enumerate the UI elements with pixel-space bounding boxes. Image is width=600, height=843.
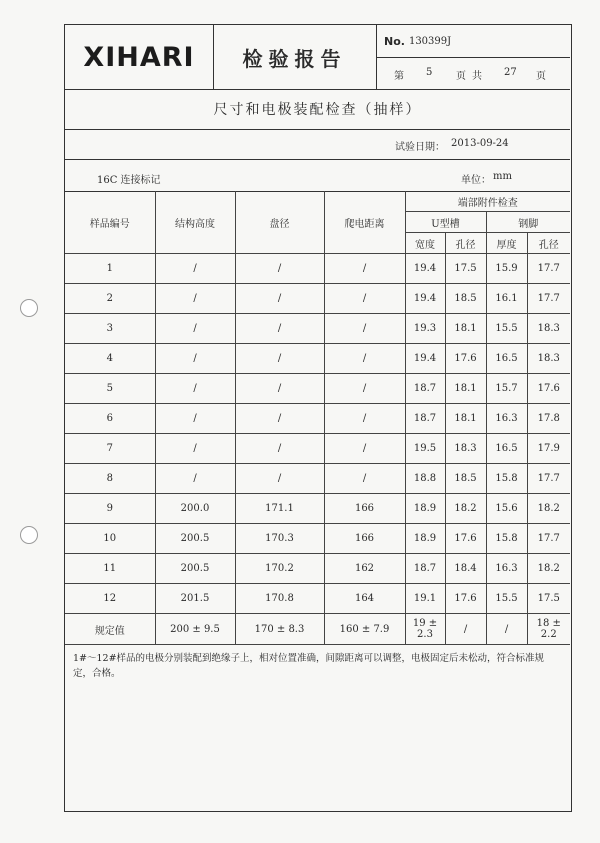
table-cell: / [324, 464, 405, 494]
report-number [376, 25, 570, 58]
table-cell: / [324, 374, 405, 404]
col-struct-height: 结构高度 [155, 191, 235, 254]
table-cell: 15.6 [486, 494, 527, 524]
conclusion-note: 1#～12#样品的电极分别装配到绝缘子上，相对位置准确，间隙距离可以调整，电极固定后未松动，符合标准规定，合格。 [73, 653, 545, 679]
table-row [65, 494, 570, 524]
table-cell: 18.9 [405, 494, 445, 524]
table-cell: 18.3 [527, 314, 570, 344]
table-cell: 17.7 [527, 464, 570, 494]
page-current: 5 [426, 67, 433, 78]
table-cell: 19.4 [405, 254, 445, 284]
table-cell: 18.5 [445, 464, 486, 494]
col-steel-foot: 钢脚 [486, 212, 570, 233]
table-row [65, 344, 570, 374]
table-cell: 15.5 [486, 314, 527, 344]
table-cell: 15.9 [486, 254, 527, 284]
table-cell: 18.3 [445, 434, 486, 464]
table-cell: 17.7 [527, 524, 570, 554]
table-cell: 166 [324, 494, 405, 524]
report-frame [64, 24, 572, 812]
table-cell: 17.6 [445, 344, 486, 374]
unit-value: mm [493, 171, 512, 182]
col-u-slot: U型槽 [405, 212, 486, 233]
table-cell: 166 [324, 524, 405, 554]
table-cell: 18.1 [445, 314, 486, 344]
table-cell: / [155, 434, 235, 464]
test-date-value: 2013-09-24 [451, 138, 509, 149]
table-cell: 16.1 [486, 284, 527, 314]
table-cell: 18.1 [445, 374, 486, 404]
table-cell: 11 [65, 554, 155, 584]
table-cell: 164 [324, 584, 405, 614]
report-number-value: 130399J [408, 35, 452, 47]
punch-hole-top [20, 299, 38, 317]
table-cell: 170.3 [235, 524, 324, 554]
col-width: 宽度 [405, 233, 445, 254]
table-cell: / [235, 434, 324, 464]
table-cell: / [324, 314, 405, 344]
table-cell: 17.6 [527, 374, 570, 404]
table-row [65, 374, 570, 404]
table-cell: / [155, 404, 235, 434]
table-row [65, 464, 570, 494]
table-cell: 19.1 [405, 584, 445, 614]
table-cell: 18.7 [405, 554, 445, 584]
spec-cell: 200 ± 9.5 [155, 614, 235, 645]
table-cell: / [155, 344, 235, 374]
report-header [65, 25, 570, 90]
table-cell: 18.7 [405, 404, 445, 434]
table-cell: 171.1 [235, 494, 324, 524]
table-cell: / [324, 344, 405, 374]
table-cell: 8 [65, 464, 155, 494]
table-cell: 17.9 [527, 434, 570, 464]
table-cell: 12 [65, 584, 155, 614]
table-cell: 4 [65, 344, 155, 374]
spec-cell: 规定值 [65, 614, 155, 645]
table-row [65, 254, 570, 284]
table-row [65, 554, 570, 584]
table-cell: 18.1 [445, 404, 486, 434]
table-cell: 200.0 [155, 494, 235, 524]
table-cell: 201.5 [155, 584, 235, 614]
spec-cell: 160 ± 7.9 [324, 614, 405, 645]
table-cell: 162 [324, 554, 405, 584]
col-disc-dia: 盘径 [235, 191, 324, 254]
table-cell: 16.3 [486, 554, 527, 584]
report-title: 检验报告 [213, 25, 377, 89]
page-info [376, 57, 570, 89]
marking-text: 16C 连接标记 [97, 175, 161, 186]
table-cell: 17.8 [527, 404, 570, 434]
col-sample-no: 样品编号 [65, 191, 155, 254]
table-cell: 18.8 [405, 464, 445, 494]
punch-hole-bottom [20, 526, 38, 544]
table-cell: 17.5 [527, 584, 570, 614]
table-cell: / [155, 254, 235, 284]
table-cell: 16.3 [486, 404, 527, 434]
table-cell: 19.4 [405, 344, 445, 374]
table-body [65, 254, 570, 614]
table-cell: 16.5 [486, 434, 527, 464]
table-cell: 18.2 [527, 494, 570, 524]
table-cell: / [235, 344, 324, 374]
table-row [65, 404, 570, 434]
table-row [65, 584, 570, 614]
page-prefix: 第 [394, 71, 404, 82]
table-cell: 19.3 [405, 314, 445, 344]
table-cell: 3 [65, 314, 155, 344]
table-cell: / [155, 314, 235, 344]
table-cell: / [235, 314, 324, 344]
spec-cell: 18 ± 2.2 [527, 614, 570, 645]
test-date-label: 试验日期： [395, 142, 445, 153]
table-cell: 200.5 [155, 554, 235, 584]
col-end-fittings: 端部附件检查 [405, 191, 570, 212]
section-title: 尺寸和电极装配检查（抽样） [65, 89, 570, 130]
table-cell: / [235, 254, 324, 284]
table-cell: 18.5 [445, 284, 486, 314]
page-suffix: 页 [536, 71, 546, 82]
table-cell: / [324, 434, 405, 464]
spec-cell: / [445, 614, 486, 645]
table-cell: / [324, 284, 405, 314]
page-mid: 页共 [456, 71, 488, 82]
table-cell: / [324, 404, 405, 434]
table-cell: / [155, 284, 235, 314]
measurement-table [65, 191, 570, 645]
table-cell: 17.6 [445, 524, 486, 554]
table-cell: 15.5 [486, 584, 527, 614]
table-cell: 5 [65, 374, 155, 404]
table-cell: 18.4 [445, 554, 486, 584]
table-cell: 15.8 [486, 524, 527, 554]
table-cell: 170.8 [235, 584, 324, 614]
table-cell: 19.5 [405, 434, 445, 464]
company-logo: XIHARI [65, 25, 214, 89]
table-cell: 7 [65, 434, 155, 464]
table-cell: / [235, 404, 324, 434]
table-row [65, 284, 570, 314]
table-cell: / [155, 374, 235, 404]
spec-cell: / [486, 614, 527, 645]
table-cell: 6 [65, 404, 155, 434]
col-hole-dia-2: 孔径 [527, 233, 570, 254]
table-cell: / [235, 374, 324, 404]
marking-row [65, 159, 570, 192]
table-cell: 18.9 [405, 524, 445, 554]
table-cell: / [155, 464, 235, 494]
unit-label: 单位： [461, 175, 491, 186]
table-cell: 9 [65, 494, 155, 524]
table-cell: 15.7 [486, 374, 527, 404]
col-thickness: 厚度 [486, 233, 527, 254]
col-arc-distance: 爬电距离 [324, 191, 405, 254]
table-cell: 18.3 [527, 344, 570, 374]
table-cell: 18.7 [405, 374, 445, 404]
table-cell: / [235, 464, 324, 494]
spec-cell: 170 ± 8.3 [235, 614, 324, 645]
test-date-row [65, 129, 570, 160]
table-cell: 17.7 [527, 284, 570, 314]
table-cell: 17.5 [445, 254, 486, 284]
table-cell: 15.8 [486, 464, 527, 494]
table-row [65, 524, 570, 554]
spec-cell: 19 ± 2.3 [405, 614, 445, 645]
table-cell: 19.4 [405, 284, 445, 314]
table-cell: 1 [65, 254, 155, 284]
table-cell: 18.2 [527, 554, 570, 584]
table-row [65, 434, 570, 464]
table-cell: 17.6 [445, 584, 486, 614]
header-row-1 [65, 191, 570, 212]
table-cell: 2 [65, 284, 155, 314]
table-row [65, 314, 570, 344]
table-cell: 17.7 [527, 254, 570, 284]
spec-row [65, 614, 570, 645]
report-number-label: No. [384, 34, 405, 48]
table-cell: 200.5 [155, 524, 235, 554]
page-total: 27 [504, 67, 517, 78]
table-cell: / [235, 284, 324, 314]
table-cell: / [324, 254, 405, 284]
table-cell: 10 [65, 524, 155, 554]
table-cell: 170.2 [235, 554, 324, 584]
col-hole-dia: 孔径 [445, 233, 486, 254]
table-cell: 16.5 [486, 344, 527, 374]
table-cell: 18.2 [445, 494, 486, 524]
